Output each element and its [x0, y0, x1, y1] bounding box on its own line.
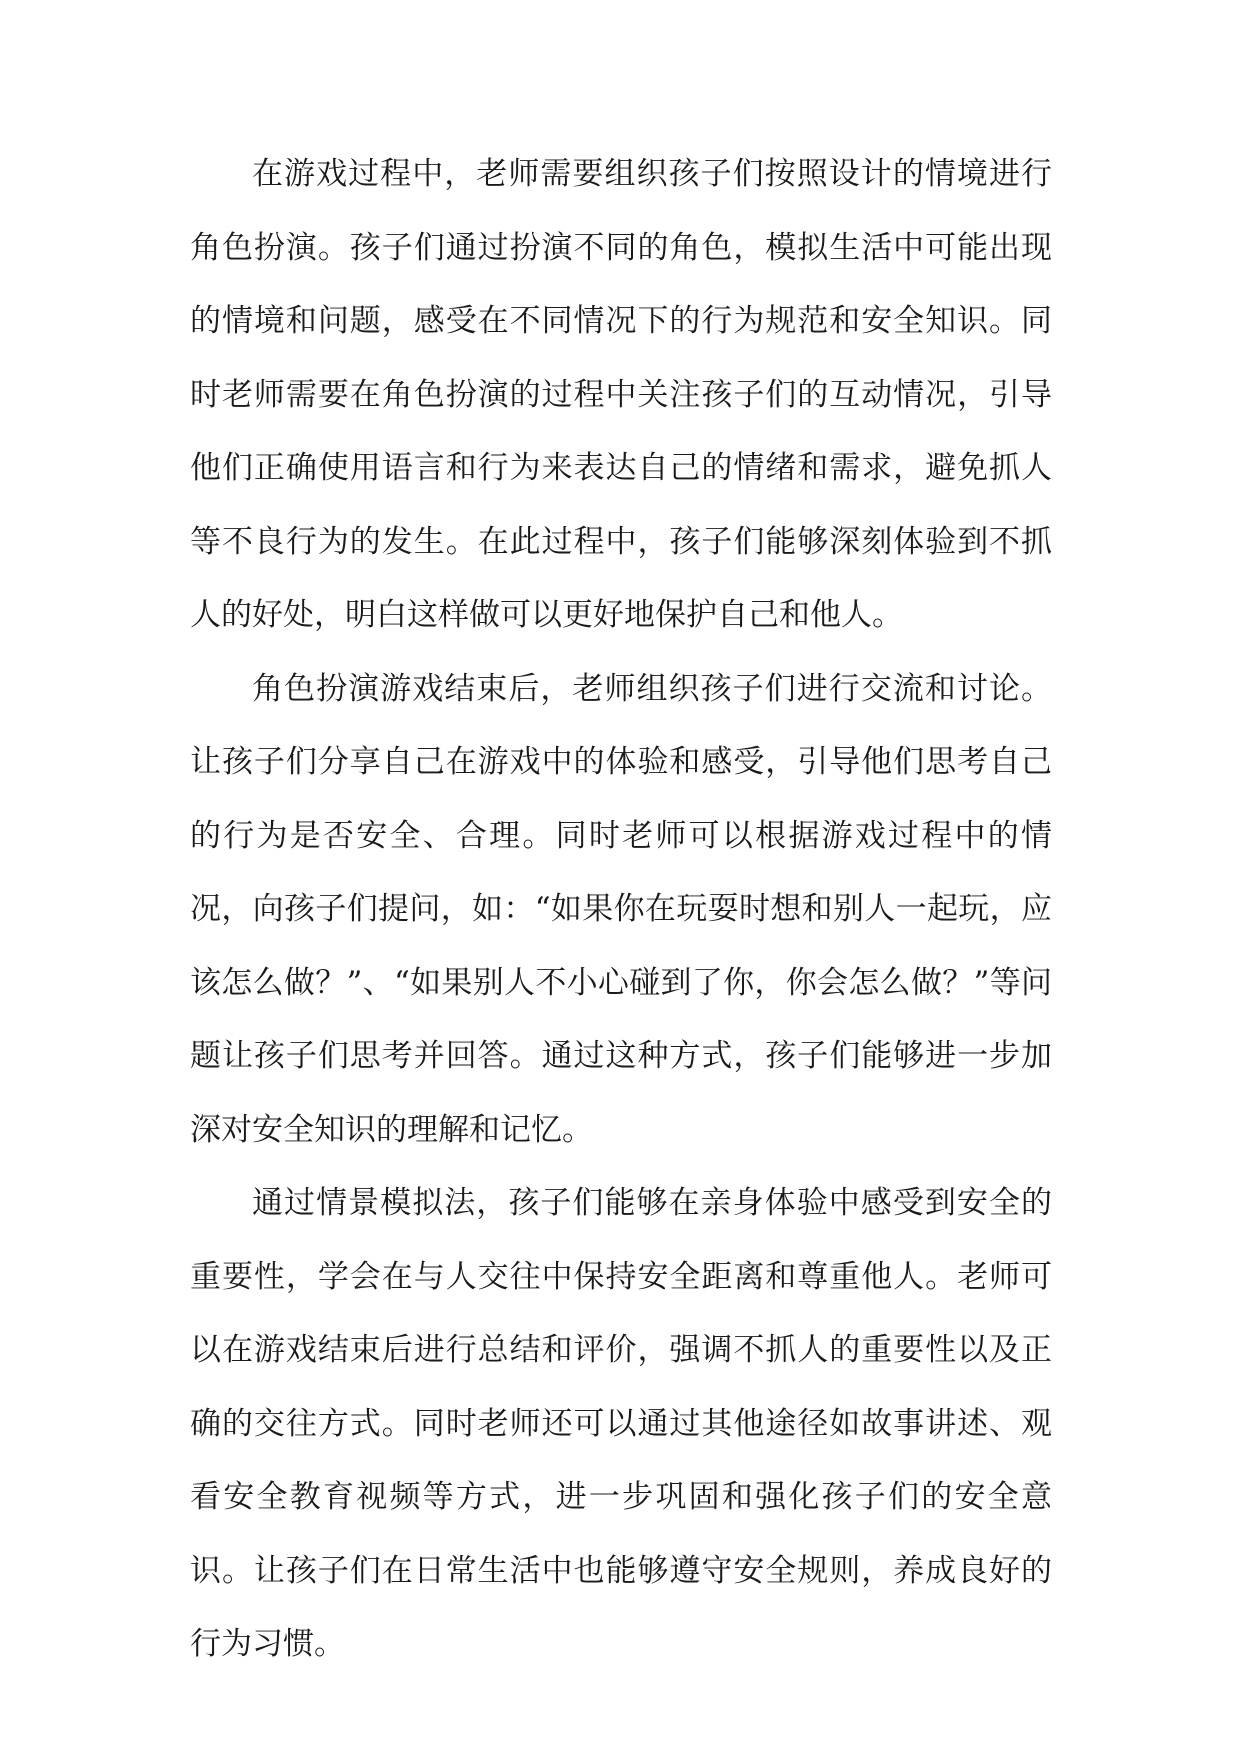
paragraph-summary: 通过情景模拟法，孩子们能够在亲身体验中感受到安全的重要性，学会在与人交往中保持安全距离和尊重他人。老师可以在游戏结束后进行总结和评价，强调不抓人的重要性以及正确的交往方式。同时老师还可以通过其他途径如故事讲述、观看安全教育视频等方式，进一步巩固和强化孩子们的安全意识。让孩子们在日常生活中也能够遵守安全规则，养成良好的行为习惯。 — [190, 1185, 1052, 1662]
paragraph-role-play: 在游戏过程中，老师需要组织孩子们按照设计的情境进行角色扮演。孩子们通过扮演不同的角色，模拟生活中可能出现的情境和问题，感受在不同情况下的行为规范和安全知识。同时老师需要在角色扮演的过程中关注孩子们的互动情况，引导他们正确使用语言和行为来表达自己的情绪和需求，避免抓人等不良行为的发生。在此过程中，孩子们能够深刻体验到不抓人的好处，明白这样做可以更好地保护自己和他人。 — [190, 156, 1052, 633]
document-body — [190, 138, 1052, 1682]
paragraph-discussion: 角色扮演游戏结束后，老师组织孩子们进行交流和讨论。让孩子们分享自己在游戏中的体验和感受，引导他们思考自己的行为是否安全、合理。同时老师可以根据游戏过程中的情况，向孩子们提问，如：“如果你在玩耍时想和别人一起玩，应该怎么做？”、“如果别人不小心碰到了你，你会怎么做？”等问题让孩子们思考并回答。通过这种方式，孩子们能够进一步加深对安全知识的理解和记忆。 — [190, 670, 1052, 1148]
